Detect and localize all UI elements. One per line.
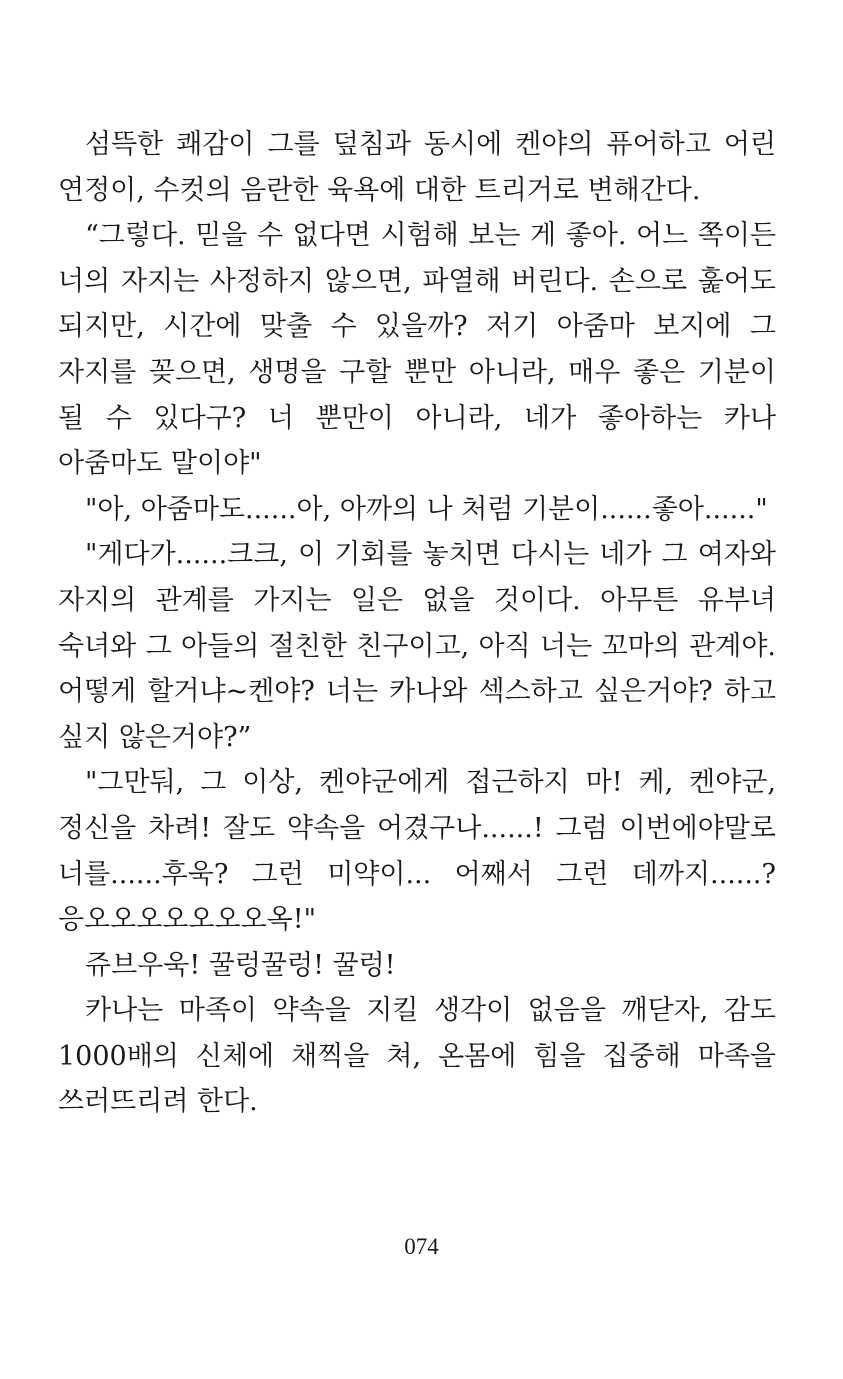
paragraph-7: 카나는 마족이 약속을 지킬 생각이 없음을 깨닫자, 감도 1000배의 신체에 채찍을 쳐, 온몸에 힘을 집중해 마족을 쓰러뜨리려 한다.	[58, 995, 776, 1118]
paragraph-6: 쥬브우욱! 꿀렁꿀렁! 꿀렁!	[85, 949, 396, 981]
paragraph-2: “그렇다. 믿을 수 없다면 시험해 보는 게 좋아. 어느 쪽이든 너의 자지는 사정하지 않으면, 파열해 버린다. 손으로 훑어도 되지만, 시간에 맞출 수 있을까? 저기 아줌마 보지에 그 자지를 꽂으면, 생명을 구할 뿐만 아니라, 매우 좋은 기분이 될 수 있다구? 너 뿐만이 아니라, 네가 좋아하는 카나 아줌마도 말이야"	[58, 220, 776, 480]
paragraph-4: "게다가......크크, 이 기회를 놓치면 다시는 네가 그 여자와 자지의 관계를 가지는 일은 없을 것이다. 아무튼 유부녀 숙녀와 그 아들의 절친한 친구이고, 아직 너는 꼬마의 관계야. 어떻게 할거냐~켄야? 너는 카나와 섹스하고 싶은거야? 하고 싶지 않은거야?”	[58, 539, 776, 753]
body-text	[58, 122, 776, 1125]
paragraph-1: 섬뜩한 쾌감이 그를 덮침과 동시에 켄야의 퓨어하고 어린 연정이, 수컷의 음란한 육욕에 대한 트리거로 변해간다.	[58, 129, 776, 206]
page-number: 074	[404, 1234, 439, 1259]
paragraph-5: "그만둬, 그 이상, 켄야군에게 접근하지 마! 케, 켄야군, 정신을 차려! 잘도 약속을 어겼구나......! 그럼 이번에야말로 너를......후욱? 그런 미약이... 어째서 그런 데까지......? 응오오오오오오오옥!"	[58, 767, 776, 936]
paragraph-3: "아, 아줌마도......아, 아까의 나 처럼 기분이......좋아......"	[85, 493, 768, 525]
